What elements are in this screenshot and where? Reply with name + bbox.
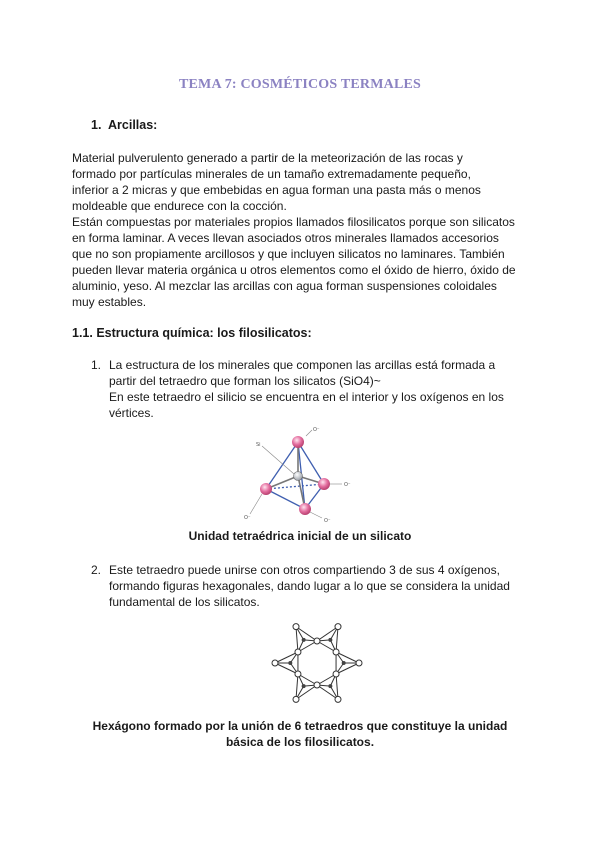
- list-item-line: vértices.: [109, 406, 154, 420]
- bond-line: [317, 627, 338, 641]
- bond-line: [317, 685, 338, 699]
- list-number: 2.: [91, 563, 102, 577]
- silicon-atom: [302, 638, 306, 642]
- paragraph-line: aluminio, yeso. Al mezclar las arcillas con agua forman suspensiones coloidales: [72, 279, 497, 293]
- silicon-atom: [302, 684, 306, 688]
- figure2-caption-line: básica de los filosilicatos.: [225, 735, 375, 749]
- subsection-heading: 1.1. Estructura química: los filosilicatos:: [72, 326, 312, 340]
- label-oxygen: O⁻: [244, 515, 251, 521]
- silicon-atom: [294, 472, 303, 481]
- hexagon-figure: [269, 615, 365, 711]
- paragraph-line: pueden llevar materia orgánica u otros elementos como el óxido de hierro, óxido de: [72, 263, 516, 277]
- oxygen-atom: [333, 649, 339, 655]
- oxygen-atom: [333, 671, 339, 677]
- label-oxygen: O⁻: [344, 482, 351, 488]
- paragraph-line: Material pulverulento generado a partir de la meteorización de las rocas y: [72, 151, 463, 165]
- paragraph-line: Están compuestas por materiales propios llamados filosilicatos porque son silicatos: [72, 215, 515, 229]
- oxygen-atom: [295, 649, 301, 655]
- figure1-caption: Unidad tetraédrica inicial de un silicato: [188, 529, 412, 543]
- list-item-line: La estructura de los minerales que componen las arcillas está formada a: [109, 358, 496, 372]
- silicon-atom: [328, 638, 332, 642]
- section-number: 1.: [91, 118, 102, 132]
- intro-paragraph: [72, 150, 542, 310]
- silicon-atom: [328, 684, 332, 688]
- oxygen-atom: [295, 671, 301, 677]
- tetrahedron-figure: [244, 424, 358, 524]
- paragraph-line: moldeable que endurece con la cocción.: [72, 199, 287, 213]
- page-title: TEMA 7: COSMÉTICOS TERMALES: [178, 77, 422, 92]
- paragraph-line: inferior a 2 micras y que embebidas en agua forman una pasta más o menos: [72, 183, 481, 197]
- section-heading-text: Arcillas:: [108, 118, 158, 132]
- oxygen-atom-bottom: [299, 503, 311, 515]
- oxygen-atom-right: [318, 478, 330, 490]
- list-item-line: formando figuras hexagonales, dando lugar a lo que se considera la unidad: [109, 579, 510, 593]
- oxygen-atom: [335, 624, 341, 630]
- label-oxygen: O⁻: [324, 518, 331, 524]
- label-si: Si: [256, 442, 261, 448]
- oxygen-atom: [272, 660, 278, 666]
- list-item-line: partir del tetraedro que forman los silicatos (SiO4)~: [109, 374, 381, 388]
- paragraph-line: en forma laminar. A veces llevan asociados otros minerales llamados accesorios: [72, 231, 499, 245]
- paragraph-line: muy estables.: [72, 295, 147, 309]
- paragraph-line: que no son propiamente arcillosos y que incluyen silicatos no laminares. También: [72, 247, 505, 261]
- bond-line: [296, 627, 317, 641]
- figure2-caption: [0, 718, 600, 750]
- bond-line: [296, 685, 317, 699]
- oxygen-atom: [293, 624, 299, 630]
- oxygen-atom: [314, 638, 320, 644]
- list-item-line: Este tetraedro puede unirse con otros compartiendo 3 de sus 4 oxígenos,: [109, 563, 500, 577]
- oxygen-atom: [356, 660, 362, 666]
- oxygen-atom: [335, 696, 341, 702]
- label-oxygen: O⁻: [313, 427, 320, 433]
- list-number: 1.: [91, 358, 102, 372]
- oxygen-atom: [293, 696, 299, 702]
- paragraph-line: formado por partículas minerales de un tamaño extremadamente pequeño,: [72, 167, 471, 181]
- oxygen-atom-left: [260, 483, 272, 495]
- figure2-caption-line: Hexágono formado por la unión de 6 tetraedros que constituye la unidad: [92, 719, 508, 733]
- silicon-atom: [342, 661, 346, 665]
- silicon-atom: [288, 661, 292, 665]
- oxygen-atom: [314, 682, 320, 688]
- list-item-line: En este tetraedro el silicio se encuentra en el interior y los oxígenos en los: [109, 390, 504, 404]
- list-item-line: fundamental de los silicatos.: [109, 595, 260, 609]
- oxygen-atom-top: [292, 436, 304, 448]
- section-heading-arcillas: [91, 118, 157, 132]
